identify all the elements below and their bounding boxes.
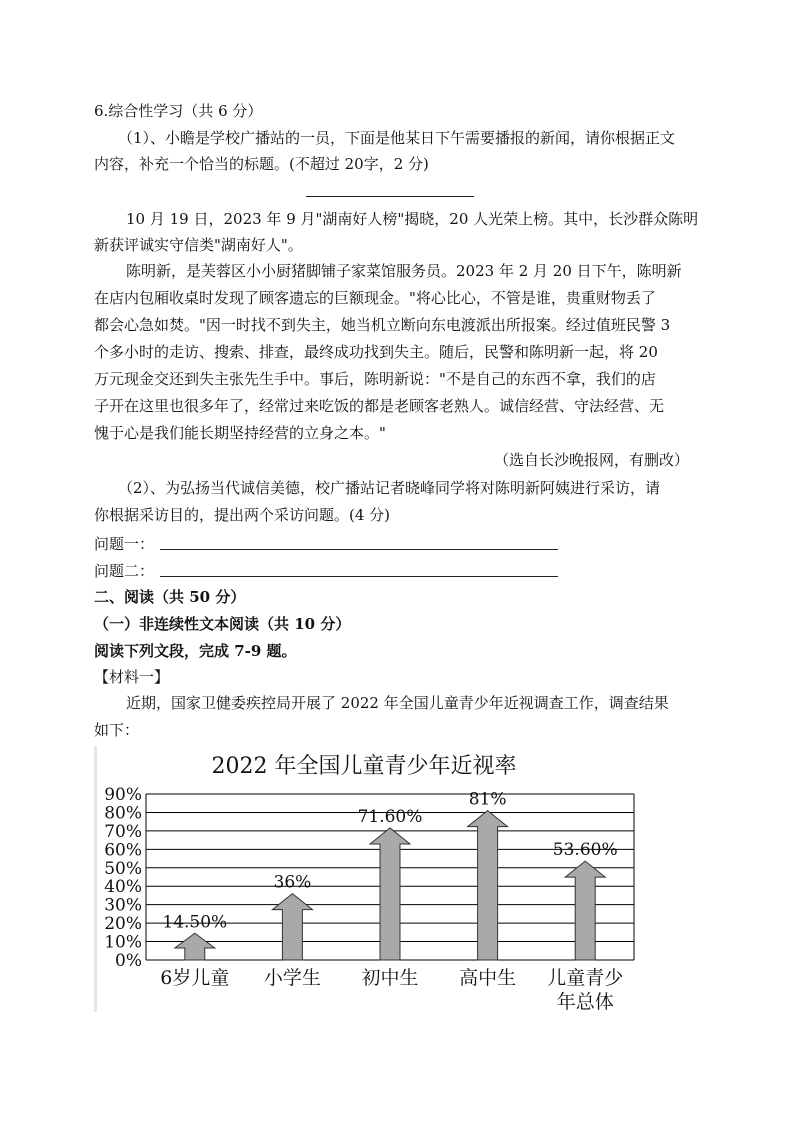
chart-title: 2022 年全国儿童青少年近视率 — [211, 754, 517, 779]
q6-part1-line2: 内容，补充一个恰当的标题。(不超过 20字，2 分) — [94, 155, 429, 173]
x-category-label: 年总体 — [556, 991, 614, 1012]
myopia-bar-chart — [94, 746, 650, 1012]
x-category-label: 儿童青少 — [547, 967, 624, 989]
q6-part2-line2: 你根据采访目的，提出两个采访问题。(4 分) — [94, 506, 391, 524]
reading-subsection-title: （一）非连续性文本阅读（共 10 分） — [94, 615, 351, 633]
x-category-label: 初中生 — [361, 967, 419, 989]
material-intro-line1: 近期，国家卫健委疾控局开展了 2022 年全国儿童青少年近视调查工作，调查结果 — [126, 694, 669, 712]
y-tick-label: 0% — [115, 951, 142, 971]
reading-instruction: 阅读下列文段，完成 7-9 题。 — [94, 642, 297, 660]
myopia-chart — [94, 746, 650, 1012]
y-tick-label: 30% — [104, 895, 142, 916]
bar-arrow — [272, 894, 312, 960]
y-tick-label: 50% — [104, 858, 142, 879]
x-category-label: 6岁儿童 — [160, 967, 230, 989]
news-line-2: 新获评诚实守信类"湖南好人"。 — [94, 236, 303, 254]
bar-arrow — [370, 828, 410, 960]
question1-label: 问题一： — [94, 535, 155, 553]
news-source: （选自长沙晚报网，有删改） — [494, 451, 690, 469]
y-tick-label: 90% — [104, 785, 142, 805]
y-tick-label: 60% — [104, 840, 142, 861]
data-label: 36% — [273, 872, 312, 893]
q6-heading: 6.综合性学习（共 6 分） — [94, 102, 263, 120]
q6-part2-line1: （2）、为弘扬当代诚信美德，校广播站记者晓峰同学将对陈明新阿姨进行采访，请 — [118, 479, 661, 497]
data-label: 53.60% — [552, 840, 618, 861]
question2-label: 问题二： — [94, 562, 155, 580]
bar-arrow — [468, 811, 508, 960]
news-line-8: 子开在这里也很多年了，经常过来吃饭的都是老顾客老熟人。诚信经营、守法经营、无 — [94, 397, 665, 415]
question1-answer-line[interactable] — [160, 549, 558, 550]
news-line-5: 都会心急如焚。"因一时找不到失主，她当机立断向东电渡派出所报案。经过值班民警 3 — [94, 316, 671, 334]
data-label: 14.50% — [162, 912, 228, 933]
y-tick-label: 70% — [104, 821, 142, 842]
news-line-9: 愧于心是我们能长期坚持经营的立身之本。" — [94, 424, 386, 442]
bar-arrow — [175, 933, 215, 960]
news-line-3: 陈明新，是芙蓉区小小厨猪脚铺子家菜馆服务员。2023 年 2 月 20 日下午，陈明新 — [126, 262, 682, 280]
material-intro-line2: 如下： — [94, 721, 140, 739]
y-tick-label: 80% — [104, 803, 142, 824]
news-line-7: 万元现金交还到失主张先生手中。事后，陈明新说："不是自己的东西不拿，我们的店 — [94, 370, 656, 388]
reading-section-title: 二、阅读（共 50 分） — [94, 588, 246, 606]
y-tick-label: 20% — [104, 914, 142, 935]
news-line-4: 在店内包厢收桌时发现了顾客遗忘的巨额现金。"将心比心，不管是谁，贵重财物丢了 — [94, 289, 656, 307]
data-label: 81% — [468, 789, 507, 810]
news-line-1: 10 月 19 日，2023 年 9 月"湖南好人榜"揭晓，20 人光荣上榜。其中，长沙群众陈明 — [126, 210, 699, 228]
news-line-6: 个多小时的走访、搜索、排查，最终成功找到失主。随后，民警和陈明新一起，将 20 — [94, 343, 658, 361]
y-tick-label: 40% — [104, 877, 142, 898]
bar-arrow — [565, 861, 605, 960]
data-label: 71.60% — [357, 806, 423, 827]
material-label: 【材料一】 — [94, 668, 170, 686]
y-tick-label: 10% — [104, 932, 142, 953]
q6-part1-line1: （1）、小瞻是学校广播站的一员，下面是他某日下午需要播报的新闻，请你根据正文 — [118, 129, 676, 147]
x-category-label: 高中生 — [459, 967, 517, 989]
title-answer-blank[interactable] — [306, 196, 474, 197]
question2-answer-line[interactable] — [160, 576, 558, 577]
x-category-label: 小学生 — [263, 967, 321, 989]
